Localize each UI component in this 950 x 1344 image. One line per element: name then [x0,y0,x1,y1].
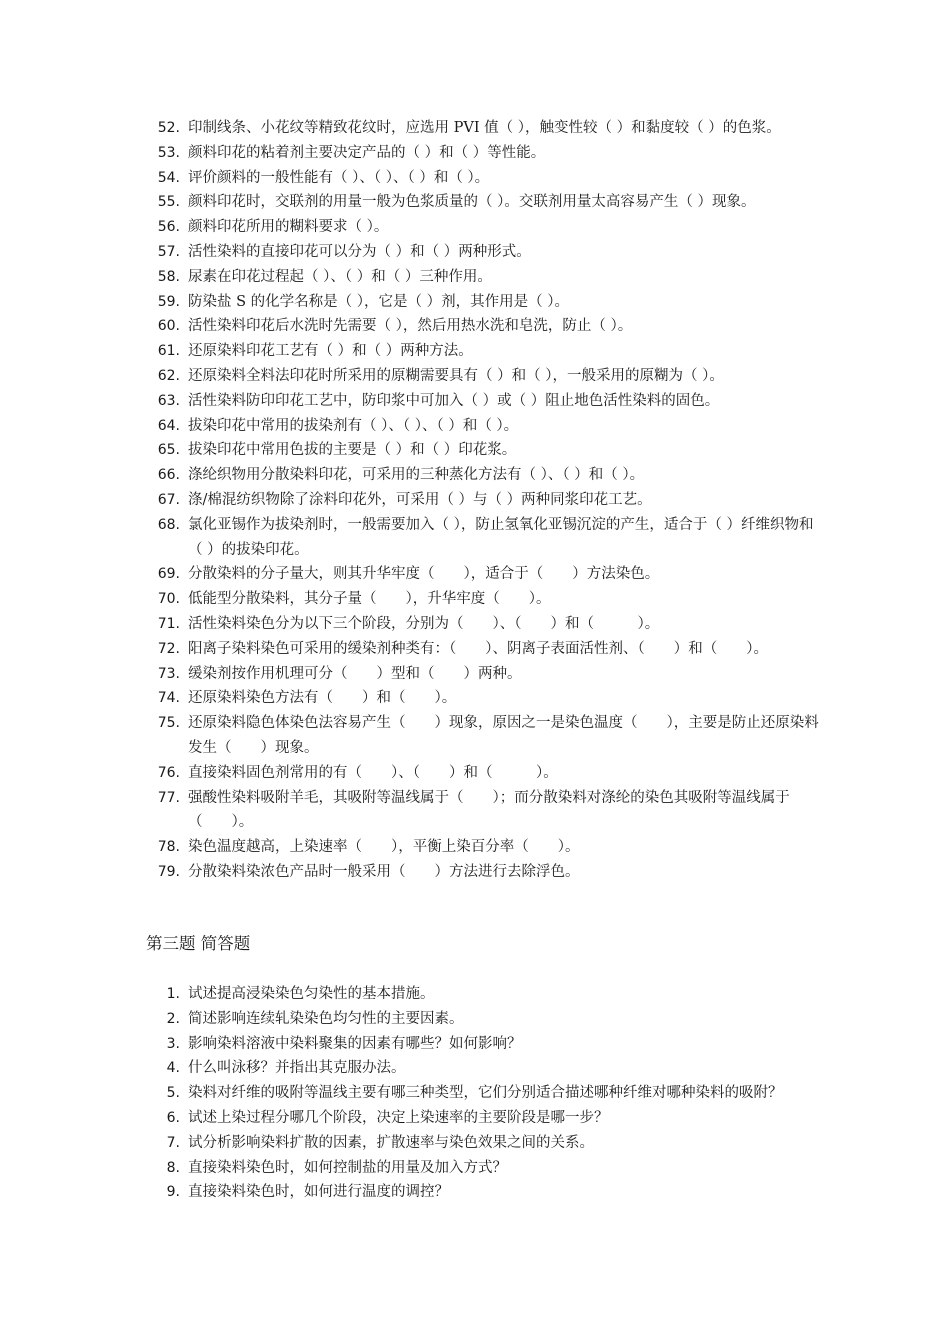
question-item [150,389,820,414]
question-number: 1. [166,986,180,1002]
question-number: 54. [157,169,180,186]
question-text: 直接染料染色时，如何控制盐的用量及加入方式？ [188,1159,507,1176]
question-number: 59. [157,293,180,310]
question-item [150,786,820,836]
question-text: 尿素在印花过程起（ ）、（ ）和（ ）三种作用。 [188,268,492,285]
question-item [150,513,820,563]
question-item [150,265,820,290]
question-text: 强酸性染料吸附羊毛，其吸附等温线属于（ ）；而分散染料对涤纶的染色其吸附等温线属于（ ）。 [188,789,790,831]
question-item [150,711,820,761]
question-number: 4. [166,1060,180,1077]
question-number: 52. [157,120,180,136]
question-item [150,1032,820,1057]
question-number: 6. [166,1109,180,1126]
fill-in-question-list [150,116,820,885]
question-text: 还原染料染色方法有（ ）和（ ）。 [188,690,457,707]
question-number: 71. [157,615,180,632]
question-item [150,637,820,662]
question-item [150,612,820,637]
question-text: 简述影响连续轧染染色均匀性的主要因素。 [188,1010,464,1027]
question-number: 78. [157,839,180,856]
question-text: 印制线条、小花纹等精致花纹时，应选用 PVI 值（ ），触变性较（ ）和黏度较（ ）的色浆。 [188,120,781,136]
question-item [150,1156,820,1181]
question-item [150,1106,820,1131]
question-item [150,215,820,240]
question-text: 颜料印花的粘着剂主要决定产品的（ ）和（ ）等性能。 [188,144,546,161]
question-number: 73. [157,665,180,682]
question-text: 直接染料固色剂常用的有（ ）、（ ）和（ ）。 [188,764,558,781]
question-item [150,166,820,191]
section-heading: 第三题 简答题 [146,934,251,953]
question-item [150,1056,820,1081]
question-item [150,562,820,587]
question-item [150,488,820,513]
question-number: 66. [157,467,180,484]
question-item [150,141,820,166]
question-text: 评价颜料的一般性能有（ ）、（ ）、（ ）和（ ）。 [188,169,490,186]
question-item [150,364,820,389]
question-text: 试述上染过程分哪几个阶段，决定上染速率的主要阶段是哪一步？ [188,1109,609,1126]
question-text: 直接染料染色时，如何进行温度的调控？ [188,1184,449,1201]
question-text: 活性染料染色分为以下三个阶段，分别为（ ）、（ ）和（ ）。 [188,615,660,632]
question-text: 还原染料印花工艺有（ ）和（ ）两种方法。 [188,343,473,360]
question-number: 62. [157,367,180,384]
question-number: 8. [166,1159,180,1176]
question-text: 涤/棉混纺织物除了涂料印花外，可采用（ ）与（ ）两种同浆印花工艺。 [188,491,652,508]
question-text: 涤纶织物用分散染料印花，可采用的三种蒸化方法有（ ）、（ ）和（ ）。 [188,467,645,484]
question-number: 79. [157,863,180,880]
question-text: 拔染印花中常用的拔染剂有（ ）、（ ）、（ ）和（ ）。 [188,417,519,434]
short-answer-question-list [150,982,820,1205]
question-number: 76. [157,764,180,781]
question-text: 阳离子染料染色可采用的缓染剂种类有：（ ）、阴离子表面活性剂、（ ）和（ ）。 [188,640,768,657]
question-text: 缓染剂按作用机理可分（ ）型和（ ）两种。 [188,665,522,682]
question-item [150,1007,820,1032]
question-item [150,314,820,339]
question-text: 试述提高浸染染色匀染性的基本措施。 [188,986,435,1002]
question-number: 67. [157,491,180,508]
question-number: 3. [166,1035,180,1052]
question-number: 56. [157,219,180,236]
question-text: 活性染料印花后水洗时先需要（ ），然后用热水洗和皂洗，防止（ ）。 [188,318,633,335]
question-item [150,587,820,612]
question-text: 分散染料染浓色产品时一般采用（ ）方法进行去除浮色。 [188,863,580,880]
question-item [150,982,820,1007]
question-item [150,1131,820,1156]
question-text: 还原染料全料法印花时所采用的原糊需要具有（ ）和（ ），一般采用的原糊为（ ）。 [188,367,724,384]
question-text: 试分析影响染料扩散的因素，扩散速率与染色效果之间的关系。 [188,1134,594,1151]
question-number: 7. [166,1134,180,1151]
question-item [150,860,820,885]
question-text: 活性染料的直接印花可以分为（ ）和（ ）两种形式。 [188,243,531,260]
question-item [150,190,820,215]
question-number: 61. [157,343,180,360]
question-text: 拔染印花中常用色拔的主要是（ ）和（ ）印花浆。 [188,442,517,459]
question-number: 57. [157,243,180,260]
question-text: 影响染料溶液中染料聚集的因素有哪些？如何影响？ [188,1035,522,1052]
question-number: 72. [157,640,180,657]
question-number: 74. [157,690,180,707]
question-text: 防染盐 S 的化学名称是（ ），它是（ ）剂，其作用是（ ）。 [188,293,569,310]
question-text: 颜料印花时，交联剂的用量一般为色浆质量的（ ）。交联剂用量太高容易产生（ ）现象。 [188,194,756,211]
question-text: 低能型分散染料，其分子量（ ），升华牢度（ ）。 [188,591,551,608]
question-number: 60. [157,318,180,335]
question-item [150,463,820,488]
question-number: 65. [157,442,180,459]
question-number: 9. [166,1184,180,1201]
question-text: 活性染料防印印花工艺中，防印浆中可加入（ ）或（ ）阻止地色活性染料的固色。 [188,392,720,409]
question-number: 55. [157,194,180,211]
question-number: 70. [157,591,180,608]
question-text: 分散染料的分子量大，则其升华牢度（ ），适合于（ ）方法染色。 [188,566,660,583]
question-item [150,662,820,687]
question-number: 75. [157,715,180,732]
question-number: 77. [157,789,180,806]
question-item [150,339,820,364]
question-item [150,240,820,265]
question-text: 染色温度越高，上染速率（ ），平衡上染百分率（ ）。 [188,839,580,856]
question-text: 什么叫泳移？并指出其克服办法。 [188,1060,406,1077]
question-text: 氯化亚锡作为拔染剂时，一般需要加入（ ），防止氢氧化亚锡沉淀的产生，适合于（ ）纤维织物和（ ）的拔染印花。 [188,516,814,558]
question-number: 69. [157,566,180,583]
question-item [150,761,820,786]
question-number: 63. [157,392,180,409]
question-item [150,835,820,860]
question-number: 5. [166,1085,180,1102]
question-item [150,414,820,439]
question-number: 2. [166,1010,180,1027]
question-text: 染料对纤维的吸附等温线主要有哪三种类型，它们分别适合描述哪种纤维对哪种染料的吸附？ [188,1085,783,1102]
question-text: 还原染料隐色体染色法容易产生（ ）现象，原因之一是染色温度（ ），主要是防止还原染料发生（ ）现象。 [188,715,819,756]
question-number: 64. [157,417,180,434]
question-text: 颜料印花所用的糊料要求（ ）。 [188,219,389,236]
question-item [150,438,820,463]
question-item [150,1081,820,1106]
question-item [150,290,820,315]
question-item [150,1180,820,1205]
question-number: 58. [157,268,180,285]
question-number: 53. [157,144,180,161]
question-number: 68. [157,516,180,533]
question-item [150,686,820,711]
question-item [150,116,820,141]
